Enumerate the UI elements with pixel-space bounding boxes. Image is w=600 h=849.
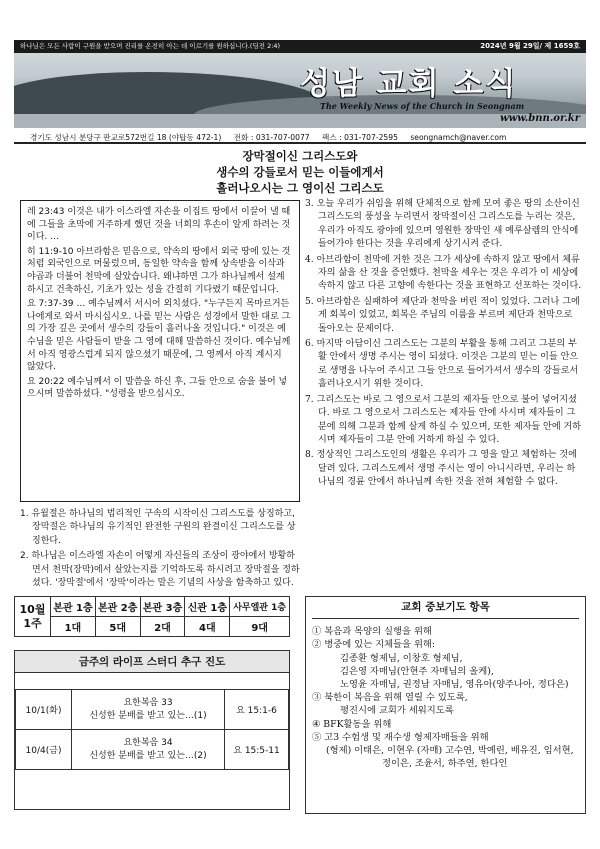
header-divider	[14, 142, 586, 144]
study-reference: 요 15:5-11	[225, 730, 289, 770]
study-topic: 신성한 분배를 받고 있는…(1)	[89, 710, 207, 721]
prayer-subitem: 김종환 형제님, 이창호 형제님,	[340, 652, 463, 664]
scripture-verse: 요 20:22 예수님께서 이 말씀을 하신 후, 그들 안으로 숨을 불어 넣으시며 말씀하셨다. "성령을 받으십시오.	[27, 376, 288, 400]
life-study-box	[14, 650, 290, 810]
prayer-subitem: (형제) 이태은, 이현우 (자매) 고수연, 박예린, 배유진, 임서현,	[326, 745, 574, 757]
sermon-point: 3. 오늘 우리가 쉬임을 위해 단체적으로 함께 모여 좋은 땅의 소산이신 그리스도의 풍성을 누리면서 장막절이신 그리스도를 누리는 것은, 우리가 아직도 광야에 있으며 영원한 장막인 새 예루살렘의 안식에 들어가야 한다는 것을 우리에게 상기시켜 준다.	[305, 199, 580, 250]
prayer-subitem: 노영윤 자매님, 권정남 자매님, 영유아(양주나아, 정다은)	[340, 679, 569, 691]
sermon-title-line: 장막절이신 그리스도와	[242, 149, 358, 163]
table-row	[16, 730, 289, 770]
church-phone: 전화 : 031-707-0077	[233, 133, 310, 142]
schedule-hall: 본관 1층	[51, 597, 96, 617]
table-row	[15, 617, 290, 637]
prayer-subitem: 김은영 자매님(안현주 자매님의 올케),	[340, 665, 494, 677]
life-study-heading: 금주의 라이프 스터디 추구 진도	[15, 651, 289, 673]
meeting-schedule-table	[14, 596, 290, 637]
schedule-group: 2대	[140, 617, 185, 637]
schedule-hall: 사무엘관 1층	[230, 597, 290, 617]
sermon-title	[14, 148, 586, 196]
sermon-title-line: 흘러나오시는 그 영이신 그리스도	[216, 181, 384, 195]
sermon-point: 7. 그리스도는 바로 그 영으로서 그분의 제자들 안으로 불어 넣어지셨다. 바로 그 영으로서 그리스도는 제자들 안에 사시며 제자들이 그분에 의해 그분과 함께 살게 하실 수 있으며, 또한 제자들 안에 거하시며 제자들이 그분 안에 거하게 하실 수 있다.	[305, 394, 582, 445]
scripture-verse: 히 11:9-10 아브라함은 믿음으로, 약속의 땅에서 외국 땅에 있는 것처럼 외국인으로 머물렀으며, 동일한 약속을 함께 상속받을 이삭과 야곱과 더불어 천막에 살았습니다. 왜냐하면 그가 하나님께서 설계하시고 건축하신, 기초가 있는 성을 간절히 기다렸기 때문입니다.	[27, 246, 291, 295]
schedule-group: 9대	[230, 617, 290, 637]
life-study-table	[15, 689, 289, 770]
prayer-item: ⑤ 고3 수험생 및 재수생 형제자매들을 위해	[312, 731, 489, 743]
prayer-item: ① 복음과 목양의 실행을 위해	[312, 626, 432, 638]
sermon-notes-right	[305, 198, 583, 492]
scripture-verse: 요 7:37-39 … 예수님께서 서시어 외치셨다. "누구든지 목마르거든 나에게로 와서 마시십시오. 나를 믿는 사람은 성경에서 말한 대로 그의 가장 깊은 곳에서 생수의 강들이 흘러나올 것입니다." 이것은 예수님을 믿은 사람들이 받을 그 영에 대해 말씀하신 것이다. 예수님께서 아직 영광스럽게 되지 않으셨기 때문에, 그 영께서 아직 계시지 않았다.	[27, 299, 291, 373]
sermon-point: 4. 아브라함이 천막에 거한 것은 그가 세상에 속하지 않고 땅에서 체류자의 삶을 산 것을 증언했다. 천막을 세우는 것은 우리가 이 세상에 속하지 않고 다른 고향에 속한다는 것을 표현하고 선포하는 것이다.	[305, 254, 582, 292]
church-email[interactable]: seongnamch@naver.com	[410, 133, 507, 142]
website-link[interactable]: www.bnn.or.kr	[499, 113, 580, 124]
sermon-point: 8. 정상적인 그리스도인의 생활은 우리가 그 영을 알고 체험하는 것에 달려 있다. 그리스도께서 생명 주시는 영이 아니시라면, 우리는 하나님의 경륜 안에서 하나님께 속한 것을 전혀 체험할 수 없다.	[305, 450, 577, 488]
issue-date: 2024년 9월 29일/ 제 1659호	[480, 42, 580, 50]
schedule-hall: 본관 2층	[95, 597, 140, 617]
study-passage	[72, 690, 225, 730]
prayer-heading: 교회 중보기도 항목	[312, 601, 579, 619]
church-address: 경기도 성남시 분당구 판교로572번길 18 (야탑동 472-1)	[30, 133, 222, 142]
scripture-box	[20, 200, 300, 502]
schedule-group: 5대	[95, 617, 140, 637]
sermon-notes-left	[20, 508, 302, 592]
sermon-point: 1. 유월절은 하나님의 법리적인 구속의 시작이신 그리스도를 상징하고, 장막절은 하나님의 유기적인 완전한 구원의 완결이신 그리스도를 상징한다.	[20, 509, 296, 546]
schedule-hall: 본관 3층	[140, 597, 185, 617]
schedule-group: 1대	[51, 617, 96, 637]
schedule-week: 10월 1주	[15, 597, 51, 637]
prayer-items-box	[305, 596, 586, 814]
church-fax: 팩스 : 031-707-2595	[322, 133, 398, 142]
study-passage	[72, 730, 225, 770]
schedule-group: 4대	[185, 617, 230, 637]
study-reference: 요 15:1-6	[225, 690, 289, 730]
study-date: 10/1(화)	[16, 690, 72, 730]
table-row	[16, 690, 289, 730]
study-topic: 신성한 분배를 받고 있는…(2)	[89, 750, 207, 761]
prayer-item: ③ 북한이 복음을 위해 열릴 수 있도록,	[312, 692, 468, 704]
header-motto: 하나님은 모든 사람이 구원을 받으며 진리를 온전히 아는 데 이르기를 원하십니다.(딤전 2:4)	[20, 42, 281, 50]
scripture-verse: 레 23:43 이것은 내가 이스라엘 자손을 이집트 땅에서 이끌어 낼 때에 그들을 초막에 거주하게 했던 것을 너희의 후손이 알게 하려는 것이다. …	[27, 207, 291, 243]
prayer-subitem: 정이은, 조윤서, 하주연, 한다인	[382, 758, 508, 770]
sermon-point: 6. 마지막 아담이신 그리스도는 그분의 부활을 통해 그리고 그분의 부활 안에서 생명 주시는 영이 되셨다. 이것은 그분의 믿는 이들 안으로 생명을 나누어 주시고 그들 안으로 들어가셔서 생수의 강들로서 흘러나오시기 위한 것이다.	[305, 339, 579, 390]
table-row	[15, 597, 290, 617]
newsletter-title: 성남 교회 소식	[300, 66, 518, 102]
study-book: 요한복음 33	[123, 697, 173, 708]
study-book: 요한복음 34	[123, 737, 173, 748]
header-topline	[14, 40, 586, 53]
prayer-subitem: 평진시에 교회가 세워지도록	[340, 705, 454, 717]
study-date: 10/4(금)	[16, 730, 72, 770]
sermon-point: 5. 아브라함은 실패하여 제단과 천막을 버린 적이 있었다. 그러나 그에게 회복이 있었고, 회복은 주님의 이름을 부르며 제단과 천막으로 돌아오는 문제이다.	[305, 296, 580, 334]
prayer-item: ② 병중에 있는 지체들을 위해:	[312, 639, 436, 651]
newsletter-subtitle: The Weekly News of the Church in Seongnam	[320, 101, 525, 111]
prayer-item: ④ BFK활동을 위해	[312, 718, 392, 730]
sermon-title-line: 생수의 강들로서 믿는 이들에게서	[216, 165, 384, 179]
schedule-hall: 신관 1층	[185, 597, 230, 617]
sermon-point: 2. 하나님은 이스라엘 자손이 어떻게 자신들의 조상이 광야에서 방황하면서 천막(장막)에서 살았는지를 기억하도록 하시려고 장막절을 정하셨다. '장막절'에서 '장막'이라는 말은 기념의 사상을 함축하고 있다.	[20, 551, 300, 589]
